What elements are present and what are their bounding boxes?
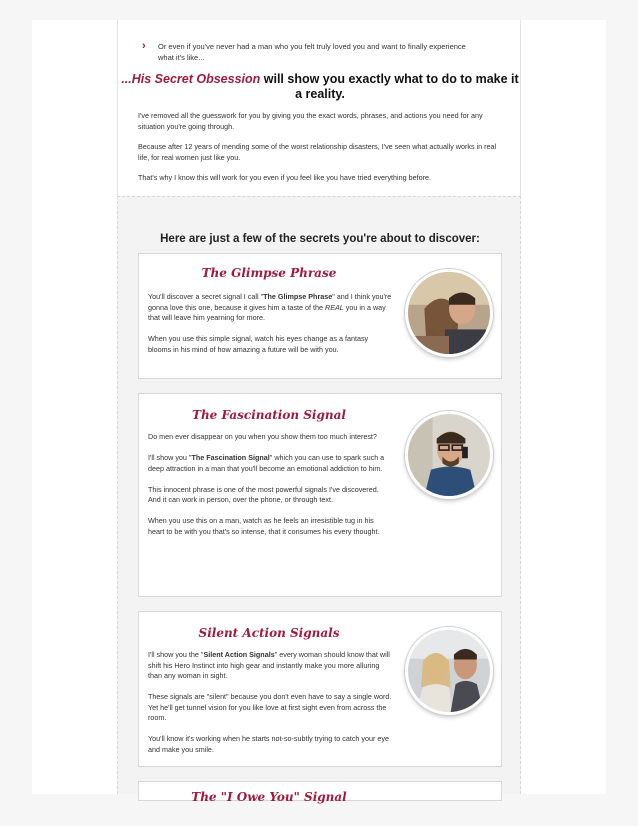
card-paragraph: When you use this simple signal, watch his eyes change as a fantasy blooms in his mind of how amazing a future will be with you. [148,334,369,354]
intro-paragraph: I've removed all the guesswork for you by giving you the exact words, phrases, and actions you need for any situation you're going through. [138,111,483,131]
chevron-right-icon: › [142,40,146,52]
intro-section [117,20,521,198]
man-on-phone-photo [405,411,493,499]
secrets-section [117,196,521,804]
intro-paragraph: That's why I know this will work for you even if you feel like you have tried everything before. [138,173,432,182]
secret-card [138,611,502,767]
text: I'll show you the " [148,650,204,659]
card-body [148,292,392,366]
card-paragraph: These signals are "silent" because you don't even have to say a single word. Yet he'll get tunnel vision for you like love at first sight even from across the room. [148,692,392,722]
text: " which you can use to spark such a deep attraction in a man that you'll become an emotional addiction to him. [148,453,385,473]
headline-red: ...His Secret Obsession [121,72,261,86]
card-heading: The Glimpse Phrase [201,266,337,280]
headline-rest: will show you exactly what to do to make it a reality. [260,72,519,101]
page [32,20,606,804]
card-heading: The "I Owe You" Signal [191,790,347,804]
text: I'll show you " [148,453,192,462]
secret-card [138,781,502,804]
card-body [148,650,392,766]
bullet-text: Or even if you've never had a man who you felt truly loved you and want to finally experience what it's like... [158,42,466,62]
intro-headline [118,72,522,102]
secrets-title: Here are just a few of the secrets you're about to discover: [160,233,480,245]
bold-term: The Fascination Signal [191,453,270,462]
card-paragraph: You'll know it's working when he starts not-so-subtly trying to catch your eye and make you smile. [148,734,389,754]
bold-term: The Glimpse Phrase [263,292,333,301]
secret-card [138,253,502,379]
text: " every woman should know that will shift his Hero Instinct into high gear and instantly make you more alluring than any woman in sight. [148,650,390,680]
card-paragraph [148,650,392,682]
intro-bullet [142,40,478,63]
text: You'll discover a secret signal I call " [148,292,264,301]
card-heading: The Fascination Signal [192,408,346,422]
card-paragraph [148,453,392,474]
couple-photo [405,269,493,357]
card-heading: Silent Action Signals [198,626,340,640]
text: " and I think you're gonna love this one, because it gives him a taste of the [148,292,392,312]
bold-term: Silent Action Signals [203,650,275,659]
intro-paragraph: Because after 12 years of mending some of the worst relationship disasters, I've seen what actually works in real life, for real women just like you. [138,142,497,162]
card-body [148,432,392,548]
card-paragraph [148,292,392,324]
card-paragraph: Do men ever disappear on you when you show them too much interest? [148,432,377,441]
couple-glance-photo [405,627,493,715]
text: you in a way that will leave him yearning for more. [148,302,386,322]
card-paragraph: When you use this on a man, watch as he feels an irresistible tug in his heart to be with you that's so intense, that it consumes his every thought. [148,516,380,536]
card-paragraph: This innocent phrase is one of the most powerful signals I've discovered. And it can work in person, over the phone, or through text. [148,484,379,504]
italic-term: REAL [325,302,344,312]
secret-card [138,393,502,597]
